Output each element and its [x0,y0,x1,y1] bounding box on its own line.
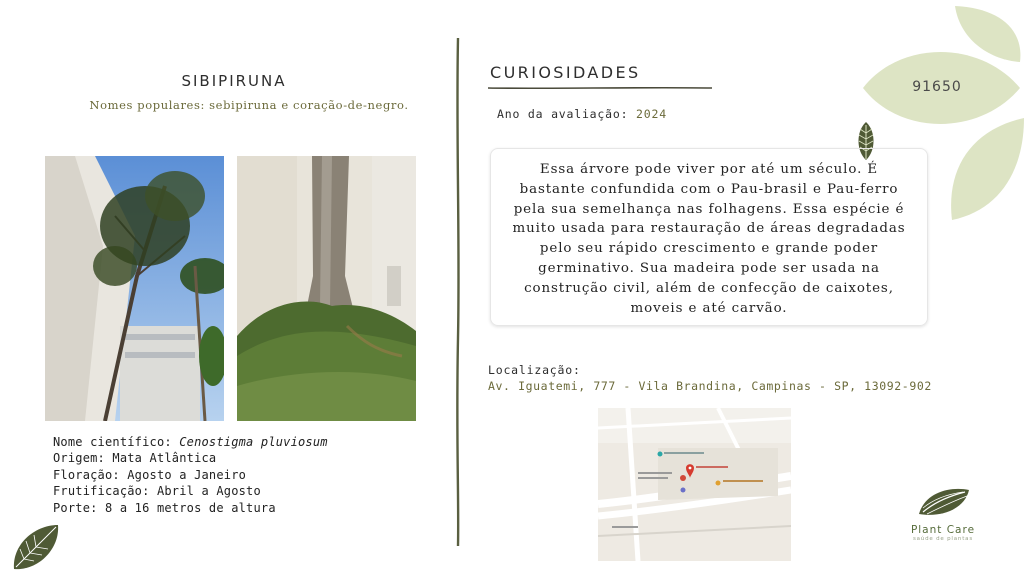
location-address: Av. Iguatemi, 777 - Vila Brandina, Campinas - SP, 13092-902 [488,379,932,393]
location-map[interactable] [598,408,791,561]
origin-row: Origem: Mata Atlântica [53,451,217,466]
curiosities-text-box: Essa árvore pode viver por até um século. É bastante confundida com o Pau-brasil e Pau-ferro pela sua semelhança nas folhagens. Essa espécie é muito usada para restauração de áreas degradadas pelo seu rápido crescimento e grande poder germinativo. Sua madeira pode ser usada na construção civil, além de confecção de caixotes, moveis e até carvão. [490,148,928,326]
plant-details [53,434,328,516]
scientific-name-row: Nome científico: Cenostigma pluviosum [53,435,328,449]
heading-underline [488,86,712,90]
flowering-row: Floração: Agosto a Janeiro [53,467,247,482]
brand-leaf-icon [915,486,971,518]
leaf-shape [951,118,1024,220]
popular-names: Nomes populares: sebipiruna e coração-de-negro. [89,98,409,112]
brand-logo [898,486,988,542]
vertical-divider [455,38,461,546]
fruiting-row: Frutificação: Abril a Agosto [53,484,261,499]
leaf-shape [955,6,1020,62]
tree-canopy-photo [45,156,224,421]
plant-name-title: SIBIPIRUNA [181,72,287,90]
evaluation-year: Ano da avaliação: 2024 [497,107,667,121]
size-row: Porte: 8 a 16 metros de altura [53,500,276,515]
brand-tagline: saúde de plantas [912,536,974,542]
curiosities-heading: CURIOSIDADES [490,63,641,82]
tree-trunk-photo [237,156,416,421]
tree-id-number: 91650 [912,79,962,95]
brand-name: Plant Care [910,524,976,536]
location-label: Localização: [488,363,581,377]
decorative-leaf-bottom-left [10,521,62,573]
